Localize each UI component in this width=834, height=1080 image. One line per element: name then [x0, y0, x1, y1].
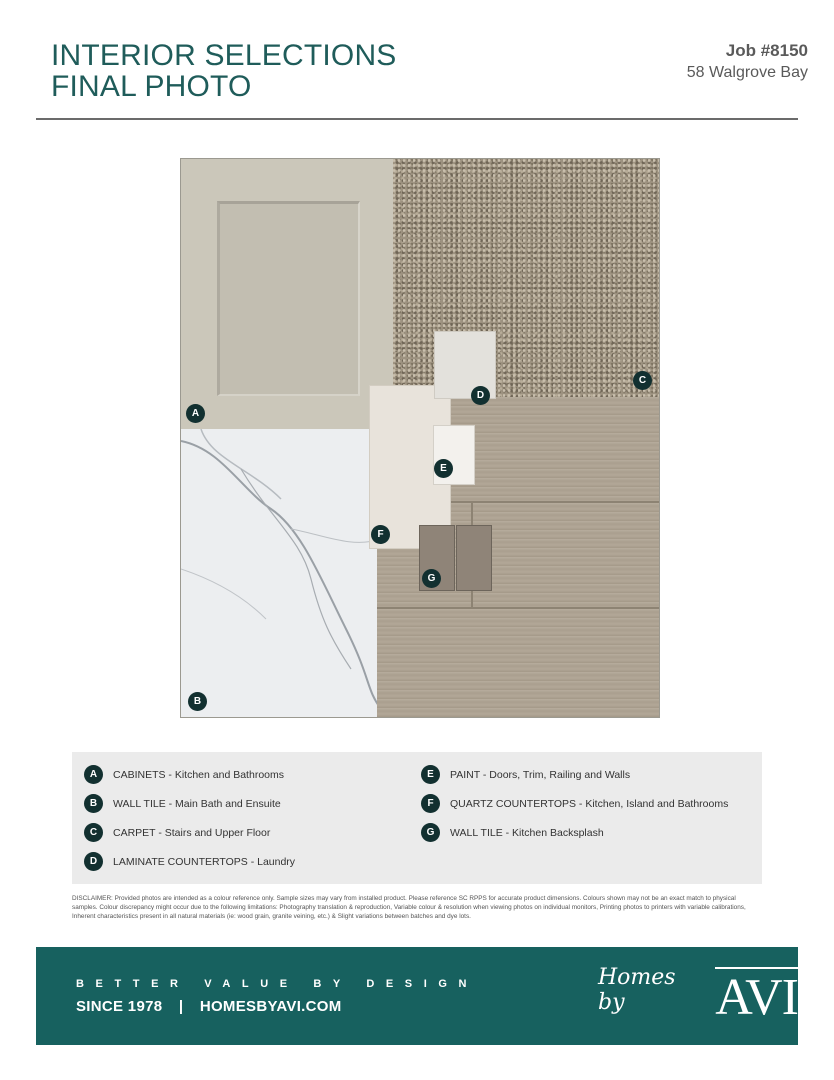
backsplash-tile-swatch	[456, 525, 492, 591]
floor-plank	[377, 609, 659, 718]
logo-mark-text: AVI	[715, 969, 798, 1026]
badge-d: D	[471, 386, 490, 405]
job-info	[687, 40, 808, 84]
footer-tagline: BETTER VALUE BY DESIGN	[76, 978, 479, 990]
title-line-2: FINAL PHOTO	[51, 70, 252, 103]
since-year: SINCE 1978	[76, 998, 163, 1015]
legend-item-g	[421, 823, 604, 842]
selection-legend	[72, 752, 762, 884]
marble-wall-tile-swatch	[181, 429, 381, 717]
page-title	[51, 40, 397, 102]
selection-board-photo	[180, 158, 660, 718]
legend-item-f	[421, 794, 728, 813]
legend-text: CABINETS - Kitchen and Bathrooms	[113, 768, 284, 781]
legend-text: LAMINATE COUNTERTOPS - Laundry	[113, 855, 296, 868]
legend-text: QUARTZ COUNTERTOPS - Kitchen, Island and Bathrooms	[450, 797, 729, 810]
cabinet-door-panel	[217, 201, 360, 396]
legend-badge: E	[421, 765, 440, 784]
legend-badge: C	[84, 823, 103, 842]
legend-item-a	[84, 765, 284, 784]
badge-f: F	[371, 525, 390, 544]
website-link[interactable]: HOMESBYAVI.COM	[199, 998, 342, 1015]
legend-text: WALL TILE - Main Bath and Ensuite	[113, 797, 281, 810]
badge-a: A	[186, 404, 205, 423]
legend-text: PAINT - Doors, Trim, Railing and Walls	[450, 768, 631, 781]
legend-item-d	[84, 852, 295, 871]
disclaimer-text: DISCLAIMER: Provided photos are intended as a colour reference only. Sample sizes may vary from installed product. Please reference SC RPPS for accurate product dimensions. Colours shown may not be an exact match to physical samples. Colour discrepancy might occur due to the following limitations: Photography translation & reproduction, Variable colour & resolution when viewing photos on individual monitors, Printing photos to printers with variable calibrations, Inherent characteristics present in all natural materials (ie: wood grain, granite veining, etc.) & Slight variations between batches and dye lots.	[72, 895, 746, 920]
marble-veining	[181, 429, 381, 717]
homes-by-avi-logo	[598, 963, 798, 1027]
logo-script-text: Homes by	[598, 965, 676, 1015]
badge-b: B	[188, 692, 207, 711]
legend-badge: B	[84, 794, 103, 813]
legend-badge: D	[84, 852, 103, 871]
carpet-swatch	[393, 159, 659, 397]
job-address: 58 Walgrove Bay	[686, 64, 808, 81]
badge-c: C	[633, 371, 652, 390]
legend-text: WALL TILE - Kitchen Backsplash	[450, 826, 604, 839]
footer-separator: |	[178, 998, 184, 1015]
legend-badge: A	[84, 765, 103, 784]
legend-badge: F	[421, 794, 440, 813]
footer-banner	[36, 947, 798, 1045]
badge-g: G	[422, 569, 441, 588]
legend-text: CARPET - Stairs and Upper Floor	[113, 826, 271, 839]
badge-e: E	[434, 459, 453, 478]
footer-contact	[76, 998, 342, 1015]
legend-item-e	[421, 765, 630, 784]
job-number: Job #8150	[725, 41, 808, 60]
title-line-1: INTERIOR SELECTIONS	[51, 39, 397, 72]
cabinet-swatch	[181, 159, 393, 429]
header-divider	[36, 118, 798, 120]
legend-item-b	[84, 794, 281, 813]
legend-item-c	[84, 823, 270, 842]
legend-badge: G	[421, 823, 440, 842]
